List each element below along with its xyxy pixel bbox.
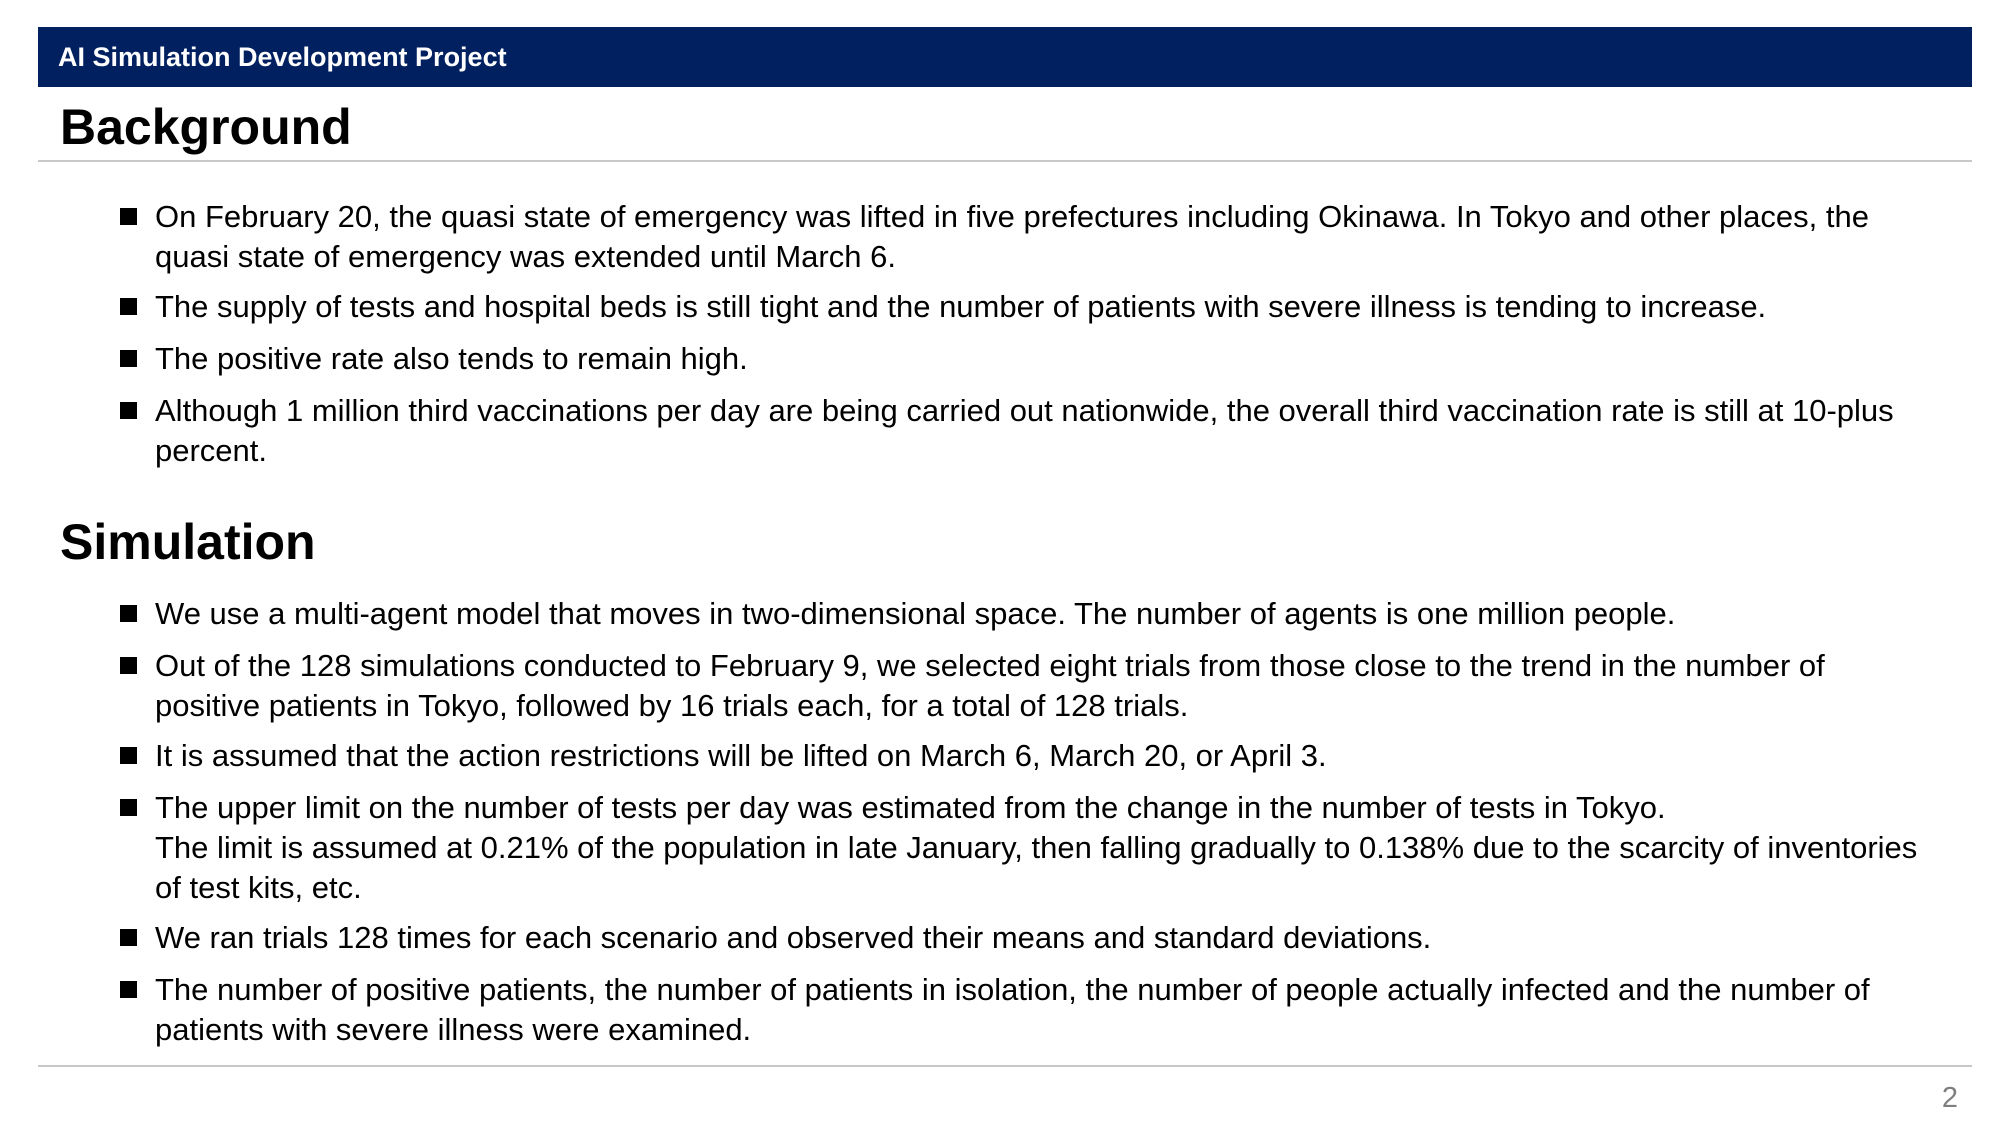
list-item <box>120 197 1920 277</box>
list-item <box>120 391 1920 471</box>
section-heading-simulation: Simulation <box>60 514 316 570</box>
list-item <box>120 646 1920 726</box>
simulation-bullet-list <box>120 594 1920 1060</box>
section-heading-background: Background <box>60 99 352 155</box>
bullet-text: Out of the 128 simulations conducted to February 9, we selected eight trials from those close to the trend in the number of positive patients in Tokyo, followed by 16 trials each, for a total of 128 trials. <box>155 648 1825 723</box>
square-bullet-icon <box>120 605 137 622</box>
page-number: 2 <box>1941 1082 1958 1114</box>
header-bar <box>38 27 1972 87</box>
square-bullet-icon <box>120 799 137 816</box>
background-bullet-list <box>120 197 1920 481</box>
bullet-text: We use a multi-agent model that moves in two-dimensional space. The number of agents is one million people. <box>155 596 1676 631</box>
heading-divider <box>38 160 1972 162</box>
list-item <box>120 970 1920 1050</box>
bullet-text: Although 1 million third vaccinations per day are being carried out nationwide, the overall third vaccination rate is still at 10-plus percent. <box>155 393 1894 468</box>
bullet-text: The positive rate also tends to remain high. <box>155 341 748 376</box>
footer-divider <box>38 1065 1972 1067</box>
bullet-text: It is assumed that the action restrictions will be lifted on March 6, March 20, or April 3. <box>155 738 1327 773</box>
list-item <box>120 594 1920 634</box>
list-item <box>120 339 1920 379</box>
header-title: AI Simulation Development Project <box>58 42 507 72</box>
bullet-text: The upper limit on the number of tests per day was estimated from the change in the number of tests in Tokyo. The limit is assumed at 0.21% of the population in late January, then falling gradually to 0.138% due to the scarcity of inventories of test kits, etc. <box>155 790 1918 905</box>
square-bullet-icon <box>120 208 137 225</box>
square-bullet-icon <box>120 981 137 998</box>
square-bullet-icon <box>120 402 137 419</box>
square-bullet-icon <box>120 657 137 674</box>
bullet-text: The supply of tests and hospital beds is still tight and the number of patients with severe illness is tending to increase. <box>155 289 1767 324</box>
square-bullet-icon <box>120 747 137 764</box>
list-item <box>120 736 1920 776</box>
square-bullet-icon <box>120 350 137 367</box>
list-item <box>120 918 1920 958</box>
bullet-text: The number of positive patients, the number of patients in isolation, the number of people actually infected and the number of patients with severe illness were examined. <box>155 972 1870 1047</box>
list-item <box>120 788 1920 908</box>
bullet-text: We ran trials 128 times for each scenario and observed their means and standard deviations. <box>155 920 1432 955</box>
square-bullet-icon <box>120 929 137 946</box>
square-bullet-icon <box>120 298 137 315</box>
bullet-text: On February 20, the quasi state of emergency was lifted in five prefectures including Okinawa. In Tokyo and other places, the quasi state of emergency was extended until March 6. <box>155 199 1869 274</box>
list-item <box>120 287 1920 327</box>
